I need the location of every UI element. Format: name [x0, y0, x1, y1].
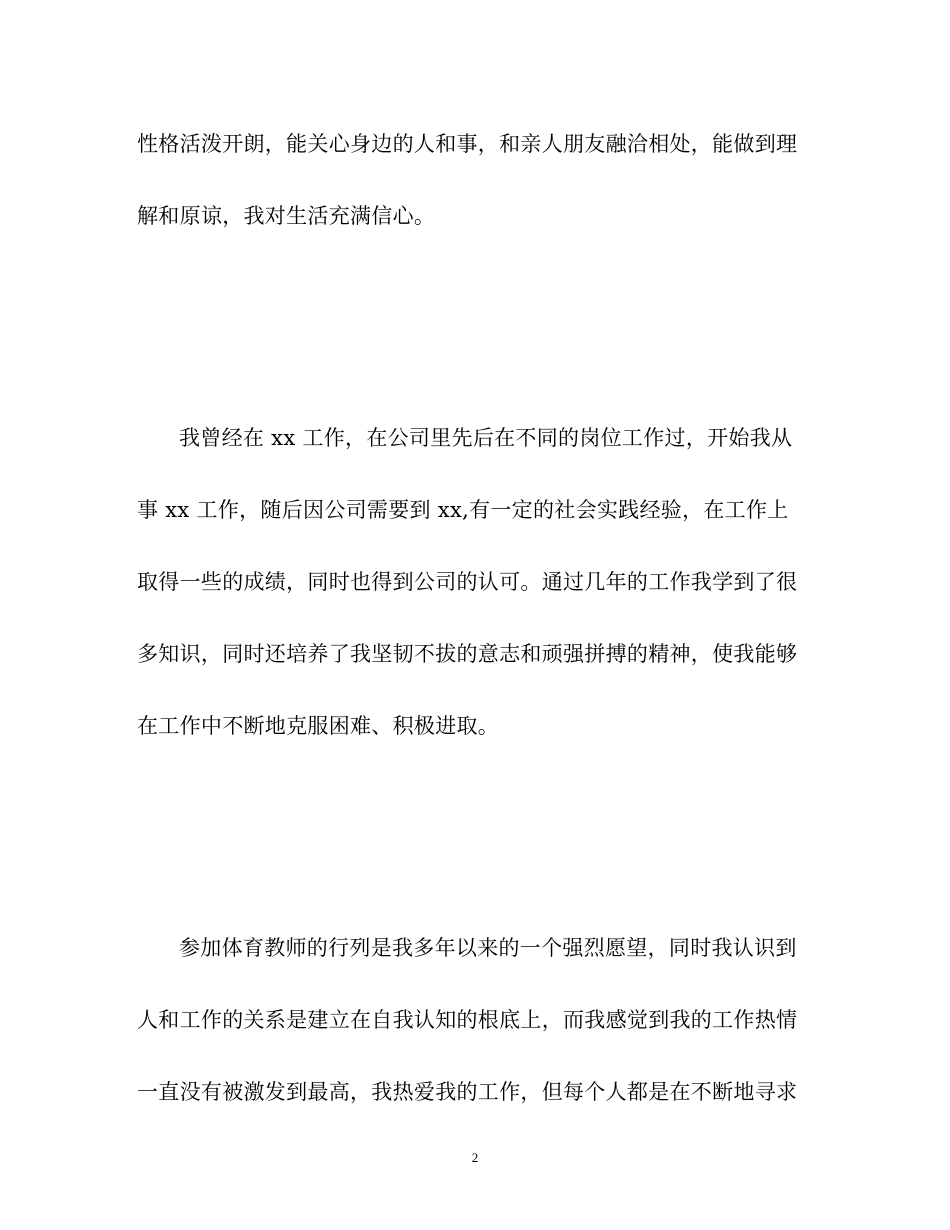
text-line: 参加体育教师的行列是我多年以来的一个强烈愿望，同时我认识到: [179, 936, 797, 960]
text-line: 取得一些的成绩，同时也得到公司的认可。通过几年的工作我学到了很: [137, 570, 798, 594]
text-line: 事 xx 工作，随后因公司需要到 xx,有一定的社会实践经验，在工作上: [137, 498, 789, 522]
page-number: 2: [471, 1150, 479, 1165]
text-line: 人和工作的关系是建立在自我认知的根底上，而我感觉到我的工作热情: [137, 1008, 798, 1032]
text-line: 一直没有被激发到最高，我热爱我的工作，但每个人都是在不断地寻求: [137, 1080, 798, 1104]
text-line: 我曾经在 xx 工作，在公司里先后在不同的岗位工作过，开始我从: [179, 426, 793, 450]
text-line: 多知识，同时还培养了我坚韧不拔的意志和顽强拼搏的精神，使我能够: [137, 642, 798, 666]
text-line: 解和原谅，我对生活充满信心。: [137, 204, 436, 228]
text-line: 在工作中不断地克服困难、积极进取。: [137, 714, 500, 738]
text-line: 性格活泼开朗，能关心身边的人和事，和亲人朋友融洽相处，能做到理: [137, 132, 798, 156]
